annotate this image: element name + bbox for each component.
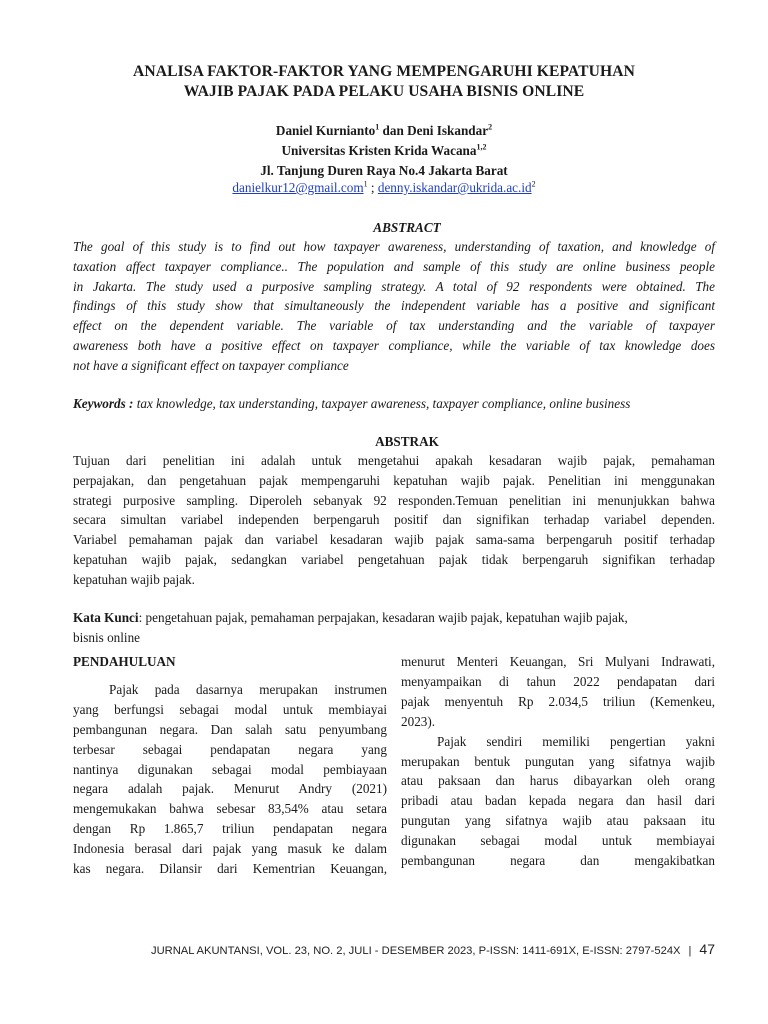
abstrak-line: kepatuhan wajib pajak. [73, 571, 195, 587]
paragraph [401, 652, 715, 732]
abstrak-line: strategi purposive sampling. Diperoleh sebanyak 92 responden.Temuan penelitian ini menunjukkan bahwa [73, 492, 715, 508]
university-name: Universitas Kristen Krida Wacana [281, 143, 477, 158]
keywords-text: tax knowledge, tax understanding, taxpayer awareness, taxpayer compliance, online business [133, 396, 631, 411]
author-1-affiliation: 1 [375, 122, 380, 132]
paragraph-line: pribadi atau badan kepada negara dan hasil dari [401, 793, 715, 809]
abstract-line: awareness both have a positive effect on taxpayer compliance, while the variable of tax knowledge does [73, 337, 715, 353]
abstrak-heading: ABSTRAK [375, 434, 439, 449]
paper-title [60, 62, 708, 102]
author-1: Daniel Kurnianto [275, 123, 376, 138]
paragraph-line: yang berfungsi sebagai modal untuk membiayai [73, 701, 387, 717]
email-1-affiliation: 1 [363, 179, 368, 189]
abstract-line: findings of this study show that simultaneously the independent variable has a positive and significant [73, 298, 715, 314]
author-names [60, 121, 708, 141]
abstract-heading: ABSTRACT [373, 220, 441, 235]
paragraph-line: kas negara. Dilansir dari Kementrian Keuangan, [73, 861, 387, 877]
paragraph-line: menurut Menteri Keuangan, Sri Mulyani Indrawati, [401, 654, 715, 669]
affiliation [60, 141, 708, 161]
page-number: 47 [699, 941, 715, 957]
footer-separator: | [688, 945, 692, 957]
kata-kunci-line-1 [73, 608, 718, 628]
abstrak-line: perpajakan, dan pengetahuan pajak mempengaruhi kepatuhan wajib pajak. Penelitian ini menggunakan [73, 472, 715, 488]
paragraph-line: pembangunan negara dan mengakibatkan [401, 853, 715, 869]
abstrak-line: Variabel pemahaman pajak dan variabel kesadaran wajib pajak sama-sama berpengaruh positif terhadap [73, 532, 715, 548]
paragraph-line: negara adalah pajak. Menurut Andry (2021) [73, 781, 387, 797]
title-line-2: WAJIB PAJAK PADA PELAKU USAHA BISNIS ONLINE [183, 83, 585, 100]
kata-kunci-text: : pengetahuan pajak, pemahaman perpajakan, kesadaran wajib pajak, kepatuhan wajib pajak, [138, 610, 628, 625]
body-column-left [73, 652, 387, 879]
abstract-line: in Jakarta. The study used a purposive sampling strategy. A total of 92 respondents were obtained. The [73, 278, 715, 294]
kata-kunci-line-2: bisnis online [73, 630, 141, 645]
body-column-right [401, 652, 715, 871]
address: Jl. Tanjung Duren Raya No.4 Jakarta Barat [260, 163, 508, 178]
email-link-2[interactable]: denny.iskandar@ukrida.ac.id [377, 180, 532, 195]
paragraph-line: Indonesia berasal dari pajak yang masuk ke dalam [73, 841, 387, 857]
paragraph-line: 2023). [401, 713, 436, 729]
paragraph-line: Pajak pada dasarnya merupakan instrumen [109, 681, 387, 697]
abstrak-line: Tujuan dari penelitian ini adalah untuk mengetahui apakah kesadaran wajib pajak, pemahaman [73, 453, 715, 468]
paragraph-line: merupakan bentuk pungutan yang sifatnya wajib [401, 753, 715, 769]
paragraph [73, 680, 387, 879]
keywords-label: Keywords : [73, 396, 134, 411]
abstrak-line: kepatuhan wajib pajak, sedangkan variabel pengetahuan pajak tidak berpengaruh signifikan terhadap [73, 551, 715, 567]
section-heading-pendahuluan: PENDAHULUAN [73, 654, 176, 669]
paragraph-line: dengan Rp 1.865,7 triliun pendapatan negara [73, 821, 387, 837]
author-2: Deni Iskandar [407, 123, 489, 138]
paragraph-line: digunakan sebagai modal untuk membiayai [401, 833, 715, 849]
title-line-1: ANALISA FAKTOR-FAKTOR YANG MEMPENGARUHI KEPATUHAN [133, 63, 635, 80]
author-connector: dan [379, 123, 408, 138]
author-block [60, 121, 708, 181]
author-2-affiliation: 2 [488, 122, 493, 132]
paragraph-line: nantinya digunakan sebagai modal pembiayaan [73, 761, 387, 777]
email-line [60, 178, 708, 198]
email-link-1[interactable]: danielkur12@gmail.com [232, 180, 364, 195]
abstract-line: not have a significant effect on taxpayer compliance [73, 357, 349, 373]
journal-citation: JURNAL AKUNTANSI, VOL. 23, NO. 2, JULI - DESEMBER 2023, P-ISSN: 1411-691X, E-ISSN: 2797-524X [150, 945, 681, 957]
paragraph-line: mengemukakan bahwa sebesar 83,54% atau setara [73, 801, 387, 817]
paragraph-line: pembangunan negara. Dan salah satu penyumbang [73, 721, 387, 737]
paragraph-line: pungutan yang sifatnya wajib atau paksaan itu [401, 813, 715, 829]
keywords [73, 394, 718, 414]
paragraph [401, 732, 715, 871]
abstract-line: effect on the dependent variable. The variable of tax understanding and the variable of taxpayer [73, 318, 715, 334]
abstract-line: The goal of this study is to find out how taxpayer awareness, understanding of taxation, and knowledge of [73, 239, 715, 254]
page-footer [0, 941, 715, 957]
paragraph-line: atau paksaan dan harus dibayarkan oleh orang [401, 773, 715, 789]
email-2-affiliation: 2 [531, 179, 536, 189]
abstrak-line: secara simultan variabel independen berpengaruh positif dan signifikan terhadap variabel dependen. [73, 512, 715, 528]
abstract-body [73, 237, 715, 376]
abstract-line: taxation affect taxpayer compliance.. The population and sample of this study are online business people [73, 258, 715, 274]
paragraph-line: menyampaikan di tahun 2022 pendapatan dari [401, 673, 715, 689]
email-separator: ; [367, 180, 378, 195]
university-affiliation-marks: 1,2 [476, 142, 487, 152]
abstrak-body [73, 451, 715, 590]
paragraph-line: terbesar sebagai pendapatan negara yang [73, 741, 387, 757]
paragraph-line: Pajak sendiri memiliki pengertian yakni [437, 733, 715, 749]
paragraph-line: pajak menyentuh Rp 2.034,5 triliun (Kemenkeu, [401, 693, 715, 709]
kata-kunci [73, 608, 718, 648]
kata-kunci-label: Kata Kunci [73, 610, 139, 625]
